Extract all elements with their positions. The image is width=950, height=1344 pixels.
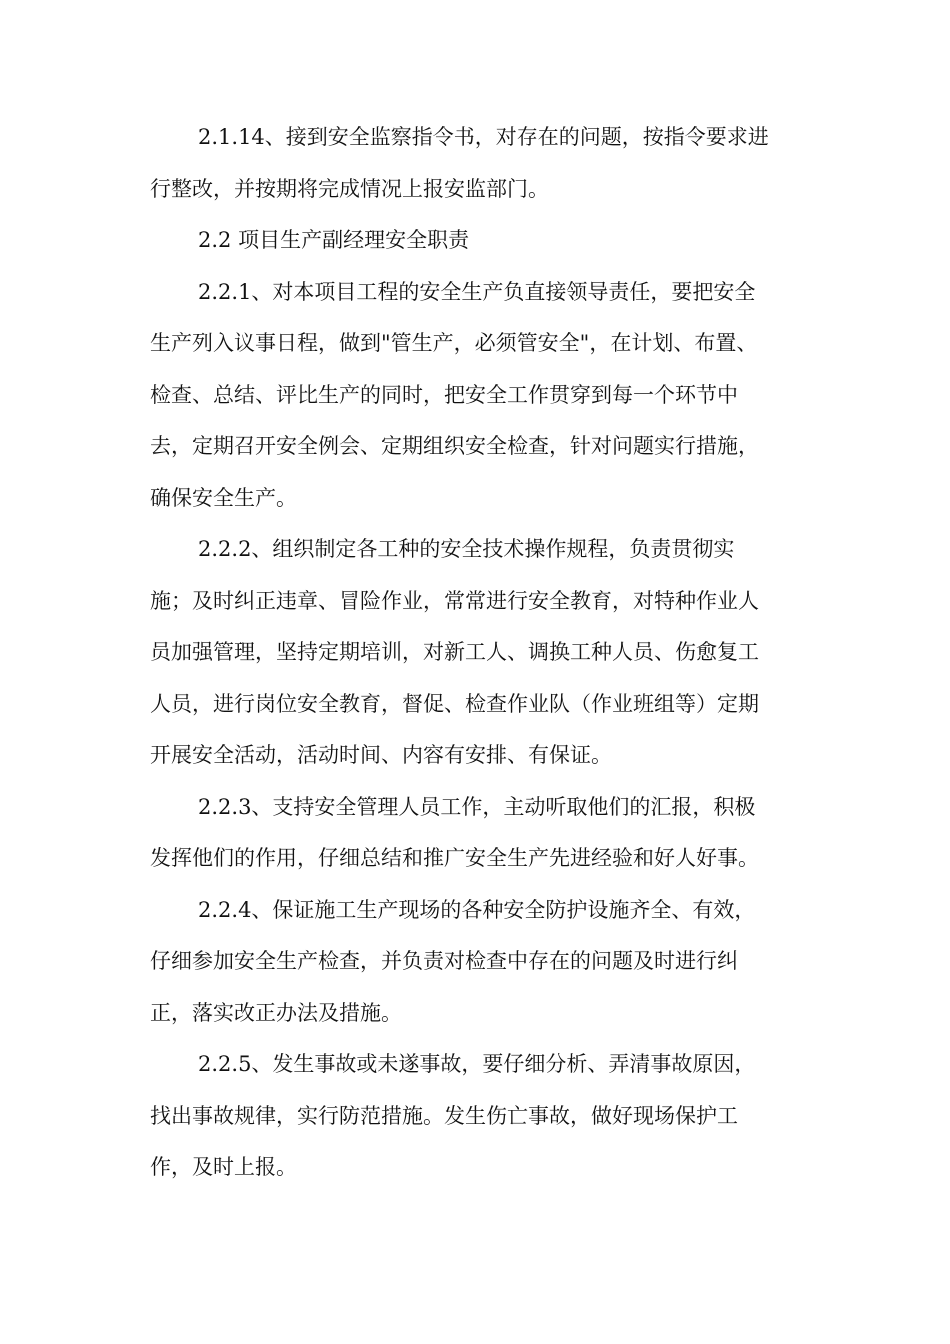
paragraph-first-line: 2.2.2、组织制定各工种的安全技术操作规程，负责贯彻实 [198, 537, 735, 561]
paragraph-line: 员加强管理，坚持定期培训，对新工人、调换工种人员、伤愈复工 [150, 640, 759, 664]
paragraph-line: 仔细参加安全生产检查，并负责对检查中存在的问题及时进行纠 [150, 949, 738, 973]
paragraph-first-line: 2.2.1、对本项目工程的安全生产负直接领导责任，要把安全 [198, 279, 756, 304]
paragraph-line: 生产列入议事日程，做到"管生产，必须管安全"，在计划、布置、 [150, 331, 758, 355]
paragraph-line: 正，落实改正办法及措施。 [150, 1000, 402, 1025]
paragraph-line: 去，定期召开安全例会、定期组织安全检查，针对问题实行措施， [150, 434, 759, 458]
paragraph-first-line: 2.1.14、接到安全监察指令书，对存在的问题，按指令要求进 [198, 125, 769, 149]
paragraph-line: 施；及时纠正违章、冒险作业，常常进行安全教育，对特种作业人 [150, 588, 759, 613]
paragraph-first-line: 2.2.4、保证施工生产现场的各种安全防护设施齐全、有效， [198, 897, 756, 922]
paragraph-line: 作，及时上报。 [150, 1155, 297, 1179]
paragraph-line: 找出事故规律，实行防范措施。发生伤亡事故，做好现场保护工 [150, 1103, 738, 1128]
paragraph-line: 行整改，并按期将完成情况上报安监部门。 [150, 176, 549, 201]
paragraph-first-line: 2.2 项目生产副经理安全职责 [198, 228, 470, 252]
paragraph-first-line: 2.2.3、支持安全管理人员工作，主动听取他们的汇报，积极 [198, 794, 756, 819]
paragraph-first-line: 2.2.5、发生事故或未遂事故，要仔细分析、弄清事故原因， [198, 1052, 756, 1076]
paragraph-line: 发挥他们的作用，仔细总结和推广安全生产先进经验和好人好事。 [150, 846, 759, 870]
paragraph-line: 检查、总结、评比生产的同时，把安全工作贯穿到每一个环节中 [150, 382, 738, 407]
paragraph-line: 确保安全生产。 [150, 485, 297, 510]
paragraph-line: 人员，进行岗位安全教育，督促、检查作业队（作业班组等）定期 [150, 691, 759, 716]
document-body [150, 112, 800, 1194]
paragraph-line: 开展安全活动，活动时间、内容有安排、有保证。 [150, 743, 612, 767]
